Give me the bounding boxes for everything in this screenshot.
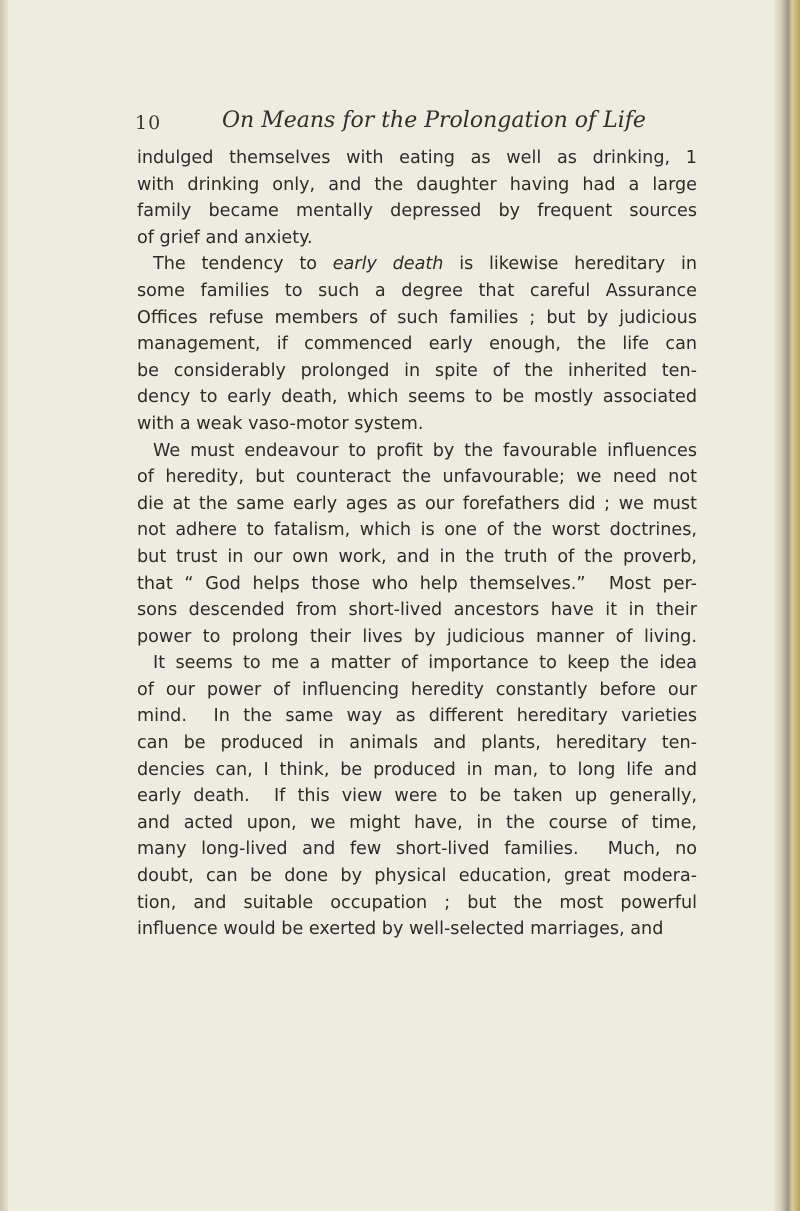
text-segment: doubt, can be done by physical education, great modera- [137, 866, 697, 887]
text-line [137, 730, 697, 757]
text-line [137, 491, 697, 518]
text-line [137, 145, 697, 172]
running-title: On Means for the Prolongation of Life [222, 108, 646, 133]
text-line [137, 783, 697, 810]
text-line [137, 624, 697, 651]
text-segment: Offices refuse members of such families ; but by judicious [137, 307, 697, 328]
text-segment: family became mentally depressed by frequent sources [137, 201, 697, 222]
text-line [137, 757, 697, 784]
text-segment: some families to such a degree that careful Assurance [137, 280, 697, 301]
text-segment: of grief and anxiety. [137, 227, 313, 248]
text-segment: can be produced in animals and plants, hereditary ten- [137, 733, 697, 754]
text-segment: We must endeavour to profit by the favourable influences [153, 440, 697, 461]
page-header [0, 108, 774, 140]
text-line [137, 517, 697, 544]
text-line [137, 916, 697, 943]
text-line [137, 703, 697, 730]
text-segment: tion, and suitable occupation ; but the most powerful [137, 892, 697, 913]
text-line [137, 810, 697, 837]
text-line [137, 384, 697, 411]
text-line [137, 571, 697, 598]
text-segment: that “ God helps those who help themselves.” Most per- [137, 573, 697, 594]
text-line [137, 331, 697, 358]
text-segment: influence would be exerted by well-selected marriages, and [137, 919, 664, 940]
text-segment: dency to early death, which seems to be mostly associated [137, 387, 697, 408]
text-segment: with a weak vaso-motor system. [137, 413, 424, 434]
body-text [137, 145, 697, 943]
text-segment: The tendency to [153, 254, 333, 275]
text-line [137, 251, 697, 278]
text-segment: It seems to me a matter of importance to keep the idea [153, 653, 697, 674]
text-segment: not adhere to fatalism, which is one of the worst doctrines, [137, 520, 697, 541]
text-segment: is likewise hereditary in [443, 254, 697, 275]
text-segment: dencies can, I think, be produced in man, to long life and [137, 759, 697, 780]
text-line [137, 464, 697, 491]
text-segment: be considerably prolonged in spite of the inherited ten- [137, 360, 697, 381]
text-line [137, 438, 697, 465]
text-segment: power to prolong their lives by judicious manner of living. [137, 626, 697, 647]
text-segment: early death. If this view were to be taken up generally, [137, 786, 697, 807]
text-line [137, 890, 697, 917]
text-line [137, 278, 697, 305]
text-line [137, 358, 697, 385]
text-line [137, 863, 697, 890]
text-segment: die at the same early ages as our forefathers did ; we must [137, 493, 697, 514]
text-segment: and acted upon, we might have, in the course of time, [137, 812, 697, 833]
italic-text: early death [332, 254, 444, 275]
text-line [137, 597, 697, 624]
text-line [137, 411, 697, 438]
text-segment: of our power of influencing heredity constantly before our [137, 679, 697, 700]
text-segment: sons descended from short-lived ancestors have it in their [137, 600, 697, 621]
text-segment: mind. In the same way as different hereditary varieties [137, 706, 697, 727]
text-line [137, 225, 697, 252]
text-line [137, 650, 697, 677]
text-segment: indulged themselves with eating as well as drinking, 1 [137, 148, 697, 168]
text-line [137, 198, 697, 225]
text-segment: many long-lived and few short-lived families. Much, no [137, 839, 697, 860]
text-line [137, 305, 697, 332]
page-number: 10 [135, 112, 162, 134]
text-line [137, 677, 697, 704]
text-segment: management, if commenced early enough, the life can [137, 334, 697, 355]
text-segment: but trust in our own work, and in the truth of the proverb, [137, 546, 697, 567]
text-line [137, 836, 697, 863]
text-segment: with drinking only, and the daughter having had a large [137, 174, 697, 195]
text-line [137, 544, 697, 571]
text-segment: of heredity, but counteract the unfavourable; we need not [137, 467, 697, 488]
book-spine-edge [774, 0, 800, 1211]
text-line [137, 172, 697, 199]
